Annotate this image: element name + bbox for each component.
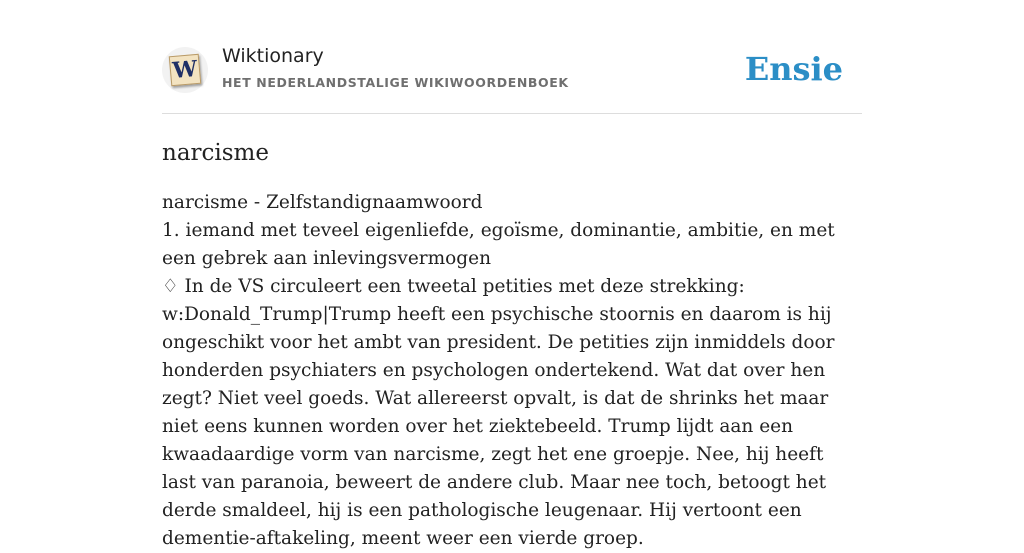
entry-definition: 1. iemand met teveel eigenliefde, egoïsme, dominantie, ambitie, en met een gebrek aan inlevingsvermogen [162,220,835,269]
wiktionary-logo-tile-icon: W [169,54,202,87]
wiktionary-logo[interactable] [162,47,208,93]
page-title: narcisme [162,140,269,166]
site-name[interactable]: Wiktionary [222,45,324,67]
entry-example: ♢ In de VS circuleert een tweetal petities met deze strekking: w:Donald_Trump|Trump heeft een psychische stoornis en daarom is hij ongeschikt voor het ambt van president. De petities zijn inmiddels door honderden psychiaters en psychologen ondertekend. Wat dat over hen zegt? Niet veel goeds. Wat allereerst opvalt, is dat de shrinks het maar niet eens kunnen worden over het ziektebeeld. Trump lijdt aan een kwaadaardige vorm van narcisme, zegt het ene groepje. Nee, hij heeft last van paranoia, beweert de andere club. Maar nee toch, betoogt het derde smaldeel, hij is een pathologische leugenaar. Hij vertoont een dementie-aftakeling, meent weer een vierde groep. [162,276,835,549]
site-subtitle: HET NEDERLANDSTALIGE WIKIWOORDENBOEK [222,75,569,90]
entry-body [162,189,862,553]
ensie-brand-logo[interactable]: Ensie [744,50,843,88]
site-header [162,0,862,114]
entry-heading: narcisme - Zelfstandignaamwoord [162,192,483,213]
page-content [162,0,862,549]
